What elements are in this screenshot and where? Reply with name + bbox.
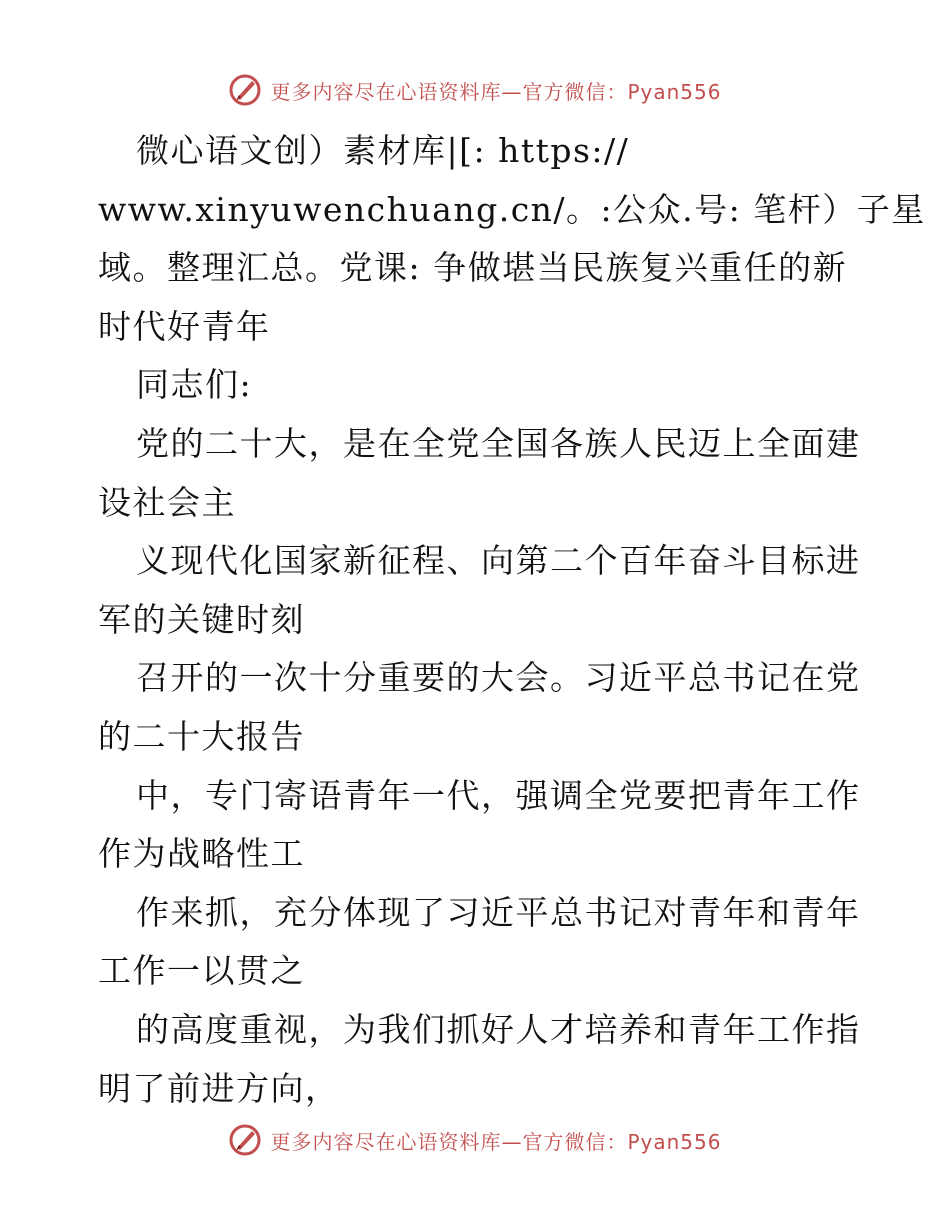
text-line: 时代好青年 [98, 306, 271, 346]
watermark-text: 更多内容尽在心语资料库—官方微信：Pyan556 [270, 79, 722, 104]
text-line: www.xinyuwenchuang.cn/。:公众.号: 笔杆）子星 [98, 189, 926, 229]
text-line: 中，专门寄语青年一代，强调全党要把青年工作 [136, 775, 861, 815]
text-line: 作为战略性工 [98, 834, 305, 874]
quill-pen-logo-icon [228, 1123, 262, 1157]
salutation: 同志们: [136, 365, 253, 405]
quill-pen-logo-icon [228, 73, 262, 107]
text-line: 设社会主 [98, 482, 236, 522]
text-line: 工作一以贯之 [98, 951, 305, 991]
text-line: 义现代化国家新征程、向第二个百年奋斗目标进 [136, 541, 861, 581]
header-watermark [0, 70, 950, 110]
text-line: 军的关键时刻 [98, 599, 305, 639]
text-line: 的二十大报告 [98, 716, 305, 756]
footer-watermark [0, 1120, 950, 1160]
text-line: 党的二十大，是在全党全国各族人民迈上全面建 [136, 423, 861, 463]
text-line: 域。整理汇总。党课: 争做堪当民族复兴重任的新 [98, 248, 848, 288]
text-line: 明了前进方向， [98, 1068, 340, 1108]
watermark-text: 更多内容尽在心语资料库—官方微信：Pyan556 [270, 1129, 722, 1154]
text-line: 作来抓，充分体现了习近平总书记对青年和青年 [136, 892, 861, 932]
text-line: 的高度重视，为我们抓好人才培养和青年工作指 [136, 1009, 861, 1049]
document-body [98, 122, 926, 1118]
text-line: 召开的一次十分重要的大会。习近平总书记在党 [136, 658, 861, 698]
text-line: 微心语文创）素材库|[: https:// [136, 131, 630, 170]
